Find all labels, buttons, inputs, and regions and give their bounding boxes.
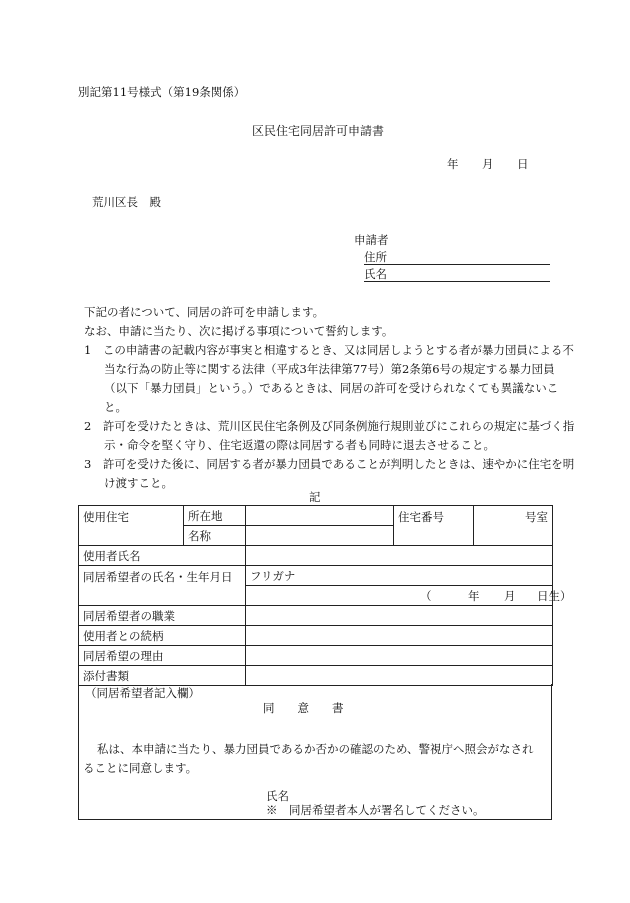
applicant-name-field[interactable] [364, 266, 550, 282]
furigana-field[interactable] [246, 566, 553, 586]
birthdate-field[interactable] [246, 586, 572, 606]
intro-line-1: 下記の者について、同居の許可を申請します。 [84, 305, 325, 319]
pledge-item-3: 3 許可を受けた後に、同居する者が暴力団員であることが判明したときは、速やかに住宅を明け渡すこと。 [84, 457, 575, 490]
note-heading: 記 [309, 490, 321, 504]
consent-name-label: 氏名 [266, 789, 289, 803]
applicant-label: 申請者 [354, 233, 389, 247]
document-title: 区民住宅同居許可申請書 [252, 124, 385, 138]
application-table [78, 505, 572, 686]
housing-label: 使用住宅 [79, 506, 184, 546]
occupation-label: 同居希望者の職業 [79, 606, 246, 626]
birth-year-label: 年 [468, 589, 480, 603]
consent-title: 同 意 書 [263, 701, 344, 715]
consent-note: ※ 同居希望者本人が署名してください。 [266, 803, 485, 817]
intro-line-2: なお、申請に当たり、次に掲げる事項について誓約します。 [84, 324, 394, 338]
user-name-field[interactable] [246, 546, 553, 566]
date-month: 月 [482, 157, 494, 171]
form-number: 別記第11号様式（第19条関係） [78, 85, 246, 99]
applicant-address-label: 住所 [364, 250, 387, 264]
consent-section-label: （同居希望者記入欄） [85, 686, 200, 700]
applicant-address-field[interactable] [364, 249, 550, 265]
pledge-item-1: 1 この申請書の記載内容が事実と相違するとき、又は同居しようとする者が暴力団員による不当な行為の防止等に関する法律（平成3年法律第77号）第2条第6号の規定する暴力団員（以下「暴力団員」という。）であるときは、同居の許可を受けられなくても異議ないこと。 [84, 343, 574, 414]
relation-field[interactable] [246, 626, 553, 646]
consent-section [78, 684, 552, 820]
birth-open-paren: （ [420, 589, 432, 603]
date-day: 日 [517, 157, 529, 171]
room-suffix: 号室 [525, 510, 548, 524]
birth-day-label: 日生） [537, 589, 572, 603]
applicant-name-label: 氏名 [364, 267, 387, 281]
addressee: 荒川区長 殿 [92, 195, 161, 209]
occupation-field[interactable] [246, 606, 553, 626]
cohabitant-name-dob-label: 同居希望者の氏名・生年月日 [79, 566, 246, 606]
housing-number-label: 住宅番号 [394, 506, 474, 546]
housing-number-field[interactable] [474, 506, 553, 546]
pledge-item-2: 2 許可を受けたときは、荒川区民住宅条例及び同条例施行規則並びにこれらの規定に基づく指示・命令を堅く守り、住宅返還の際は同居する者も同時に退去させること。 [84, 419, 575, 452]
housing-name-label: 名称 [184, 526, 246, 546]
birth-month-label: 月 [504, 589, 516, 603]
reason-label: 同居希望の理由 [79, 646, 246, 666]
location-field[interactable] [246, 506, 394, 526]
user-name-label: 使用者氏名 [79, 546, 246, 566]
date-year: 年 [447, 157, 459, 171]
consent-text: 私は、本申請に当たり、暴力団員であるか否かの確認のため、警視庁へ照会がなされることに同意します。 [83, 742, 534, 775]
relation-label: 使用者との続柄 [79, 626, 246, 646]
reason-field[interactable] [246, 646, 553, 666]
housing-name-field[interactable] [246, 526, 394, 546]
attachments-field[interactable] [246, 666, 553, 686]
furigana-label: フリガナ [250, 568, 296, 583]
location-label: 所在地 [184, 506, 246, 526]
attachments-label: 添付書類 [79, 666, 246, 686]
